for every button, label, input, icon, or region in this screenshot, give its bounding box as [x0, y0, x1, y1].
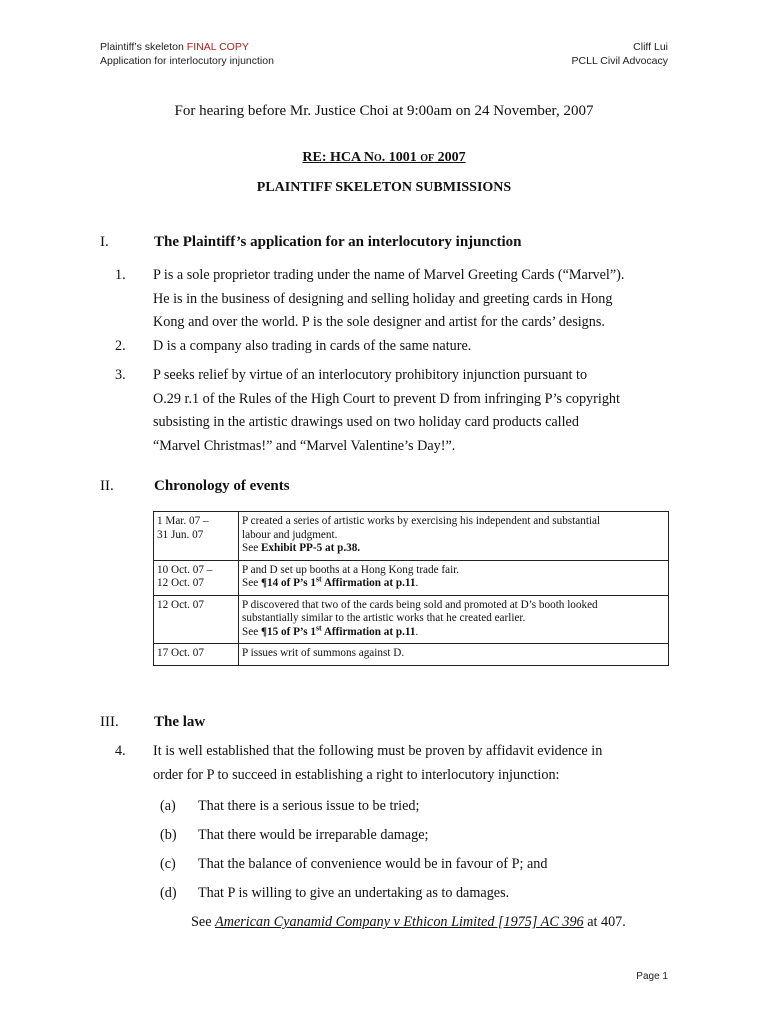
case-name: American Cyanamid Company v Ethicon Limited [1975] AC 396 [215, 914, 584, 930]
requirement-d: (d) That P is willing to give an undertaking as to damages. [160, 885, 510, 901]
requirement-c: (c) That the balance of convenience would be in favour of P; and [160, 856, 548, 872]
table-row [154, 512, 669, 561]
table-row [154, 560, 669, 595]
section-heading-2: II. Chronology of events [100, 478, 290, 494]
hearing-line: For hearing before Mr. Justice Choi at 9:00am on 24 November, 2007 [174, 103, 594, 119]
date-cell: 17 Oct. 07 [154, 644, 239, 666]
table-row [154, 644, 669, 666]
requirement-a: (a) That there is a serious issue to be tried; [160, 798, 420, 814]
header-doc-title: Plaintiff’s skeleton [100, 41, 184, 53]
header-right [572, 40, 668, 68]
chronology-table [153, 511, 669, 666]
event-cell: P created a series of artistic works by exercising his independent and substantial labour and judgment. See Exhibit PP-5 at p.38. [239, 512, 669, 561]
date-cell: 10 Oct. 07 – 12 Oct. 07 [154, 560, 239, 595]
document-title: PLAINTIFF SKELETON SUBMISSIONS [256, 180, 512, 195]
header-left [100, 40, 274, 68]
page-number: Page 1 [636, 971, 668, 982]
requirement-b: (b) That there would be irreparable damage; [160, 827, 429, 843]
case-citation: See American Cyanamid Company v Ethicon Limited [1975] AC 396 at 407. [191, 914, 626, 930]
header-author: Cliff Lui [633, 41, 668, 53]
case-reference: RE: HCA No. 1001 of 2007 [302, 150, 466, 165]
paragraph-2: 2. D is a company also trading in cards of the same nature. [115, 338, 472, 354]
event-cell: P and D set up booths at a Hong Kong trade fair. See ¶14 of P’s 1st Affirmation at p.11. [239, 560, 669, 595]
paragraph-4: 4. It is well established that the following must be proven by affidavit evidence in order for P to succeed in establishing a right to interlocutory injunction: [115, 743, 603, 783]
paragraph-1: 1. P is a sole proprietor trading under the name of Marvel Greeting Cards (“Marvel”). He is in the business of designing and selling holiday and greeting cards in Hong Kong and over the world. P is the sole designer and artist for the cards’ designs. [115, 267, 625, 330]
section-heading-3: III. The law [100, 714, 206, 730]
paragraph-3: 3. P seeks relief by virtue of an interlocutory prohibitory injunction pursuant to O.29 r.1 of the Rules of the High Court to prevent D from infringing P’s copyright subsisting in the artistic drawings used on two holiday card products called “Marvel Christmas!” and “Marvel Valentine’s Day!”. [115, 367, 620, 454]
table-row [154, 595, 669, 644]
date-cell: 1 Mar. 07 – 31 Jun. 07 [154, 512, 239, 561]
header-subtitle: Application for interlocutory injunction [100, 55, 274, 67]
header-course: PCLL Civil Advocacy [571, 55, 668, 67]
date-cell: 12 Oct. 07 [154, 595, 239, 644]
section-heading-1: I. The Plaintiff’s application for an interlocutory injunction [100, 234, 522, 250]
final-copy-label: FINAL COPY [186, 41, 249, 53]
event-cell: P issues writ of summons against D. [239, 644, 669, 666]
event-cell: P discovered that two of the cards being sold and promoted at D’s booth looked substantially similar to the artistic works that he created earlier. See ¶15 of P’s 1st Affirmation at p.11. [239, 595, 669, 644]
